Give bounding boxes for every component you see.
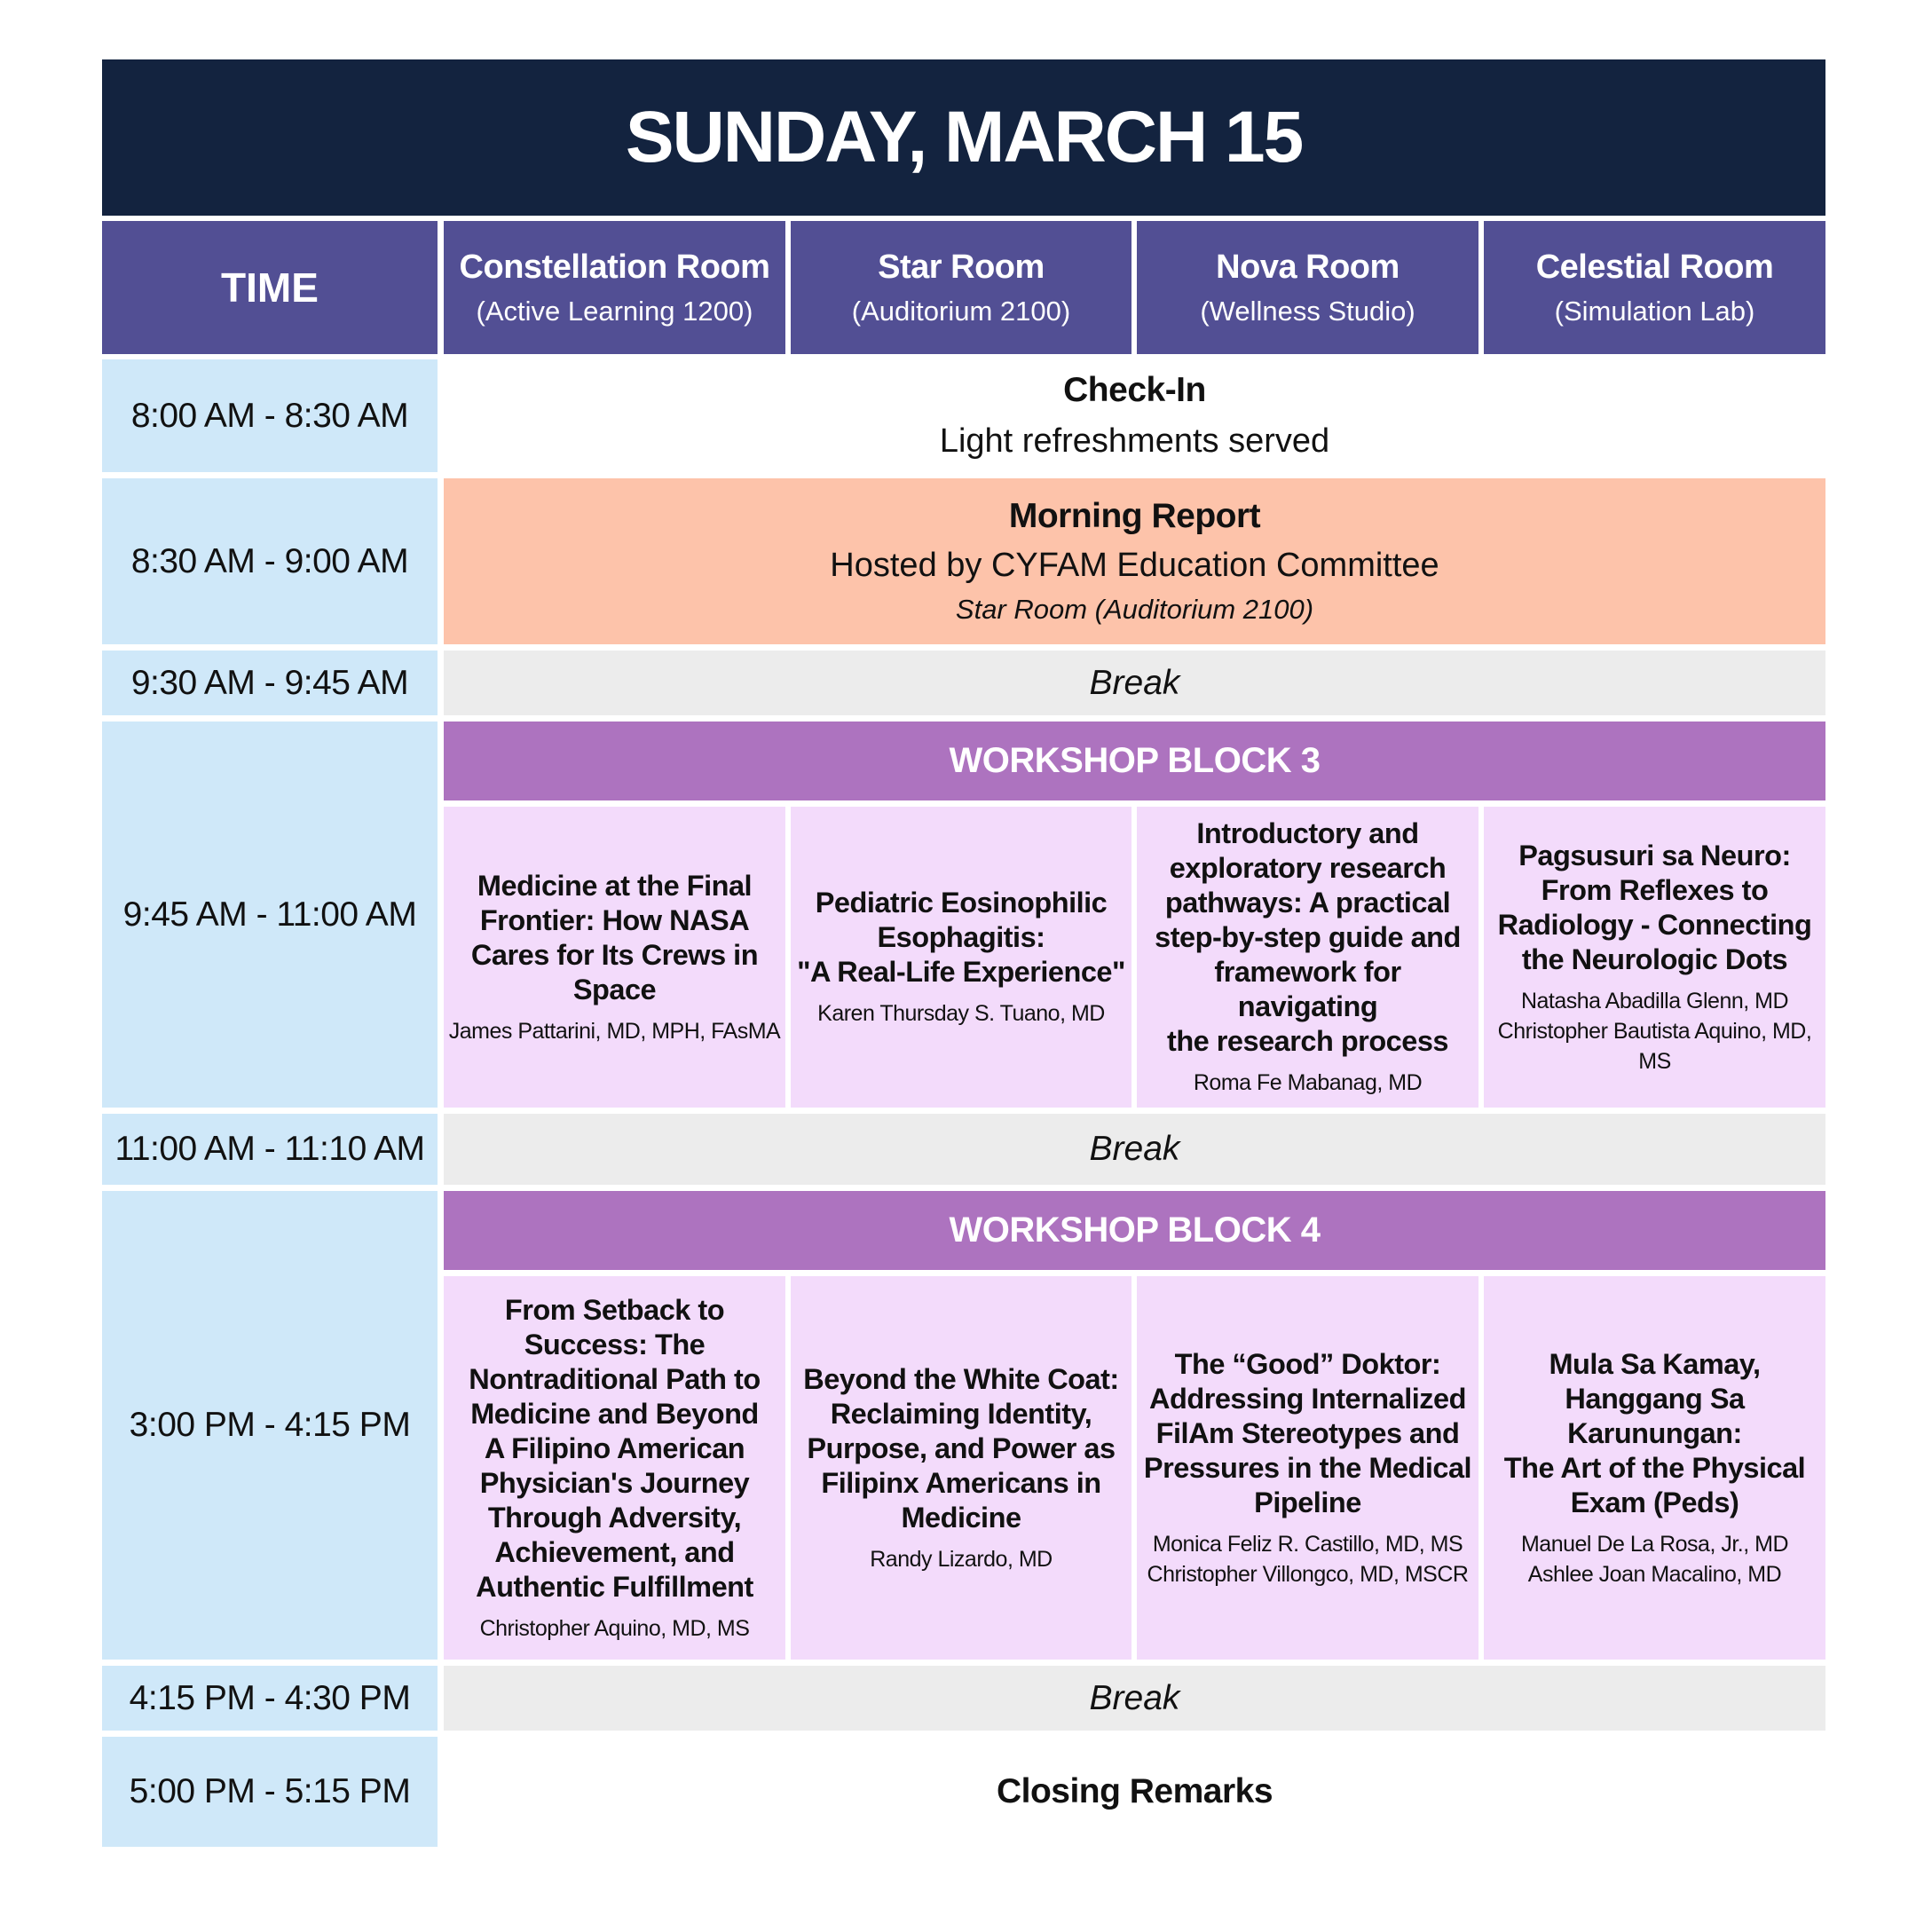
session-speakers: Christopher Aquino, MD, MS (479, 1615, 750, 1641)
event-subtitle: Hosted by CYFAM Education Committee (830, 547, 1439, 584)
room-location: (Active Learning 1200) (476, 295, 753, 327)
session-title: From Setback to Success: The Nontraditional Path to Medicine and Beyond A Filipino American Physician's Journey Through Adversity, Achievement, and Authentic Fulfillment (469, 1293, 761, 1603)
session-card (444, 1276, 785, 1660)
time-slot: 9:30 AM - 9:45 AM (102, 651, 438, 715)
session-card (1137, 1276, 1478, 1660)
event-subtitle: Light refreshments served (939, 422, 1330, 460)
session-title: Pagsusuri sa Neuro: From Reflexes to Radiology - Connecting the Neurologic Dots (1497, 839, 1812, 975)
closing-event (444, 1737, 1825, 1847)
session-speakers: Roma Fe Mabanag, MD (1193, 1070, 1423, 1095)
time-slot: 9:45 AM - 11:00 AM (102, 722, 438, 1108)
room-name: Nova Room (1216, 248, 1400, 286)
break-row: Break (444, 1114, 1825, 1185)
session-title: Mula Sa Kamay, Hanggang Sa Karunungan: The Art of the Physical Exam (Peds) (1503, 1347, 1806, 1518)
room-location: (Auditorium 2100) (851, 295, 1071, 327)
room-header-star (791, 221, 1131, 354)
session-card (444, 807, 785, 1108)
session-card (1137, 807, 1478, 1108)
session-speakers: Monica Feliz R. Castillo, MD, MS Christopher Villongco, MD, MSCR (1147, 1531, 1469, 1587)
time-column-header: TIME (102, 221, 438, 354)
room-header-celestial (1484, 221, 1825, 354)
workshop-block-4-header: WORKSHOP BLOCK 4 (444, 1191, 1825, 1270)
session-card (791, 1276, 1131, 1660)
session-title: The “Good” Doktor: Addressing Internalized FilAm Stereotypes and Pressures in the Medical Pipeline (1143, 1347, 1472, 1518)
session-speakers: Randy Lizardo, MD (870, 1546, 1053, 1572)
time-slot: 5:00 PM - 5:15 PM (102, 1737, 438, 1847)
session-speakers: Natasha Abadilla Glenn, MD Christopher Bautista Aquino, MD, MS (1497, 988, 1812, 1074)
session-card (1484, 1276, 1825, 1660)
session-speakers: James Pattarini, MD, MPH, FAsMA (448, 1018, 781, 1044)
room-header-nova (1137, 221, 1478, 354)
room-header-constellation (444, 221, 785, 354)
room-location: (Simulation Lab) (1554, 295, 1755, 327)
time-slot: 11:00 AM - 11:10 AM (102, 1114, 438, 1185)
time-slot: 8:00 AM - 8:30 AM (102, 359, 438, 472)
event-location: Star Room (Auditorium 2100) (955, 594, 1314, 625)
session-title: Pediatric Eosinophilic Esophagitis: "A Real-Life Experience" (797, 887, 1125, 988)
session-card (1484, 807, 1825, 1108)
checkin-event (444, 359, 1825, 472)
morning-report-event (444, 478, 1825, 644)
page-title: SUNDAY, MARCH 15 (102, 59, 1825, 216)
session-speakers: Karen Thursday S. Tuano, MD (817, 1001, 1105, 1026)
session-card (791, 807, 1131, 1108)
break-row: Break (444, 1666, 1825, 1731)
time-slot: 3:00 PM - 4:15 PM (102, 1191, 438, 1660)
workshop-block-3-header: WORKSHOP BLOCK 3 (444, 722, 1825, 800)
break-row: Break (444, 651, 1825, 715)
event-title: Closing Remarks (996, 1772, 1273, 1810)
session-title: Introductory and exploratory research pathways: A practical step-by-step guide and framework for navigating the research process (1155, 817, 1461, 1057)
room-name: Constellation Room (459, 248, 770, 286)
session-title: Beyond the White Coat: Reclaiming Identity, Purpose, and Power as Filipinx Americans in Medicine (803, 1362, 1119, 1534)
room-name: Star Room (878, 248, 1045, 286)
room-name: Celestial Room (1535, 248, 1774, 286)
room-location: (Wellness Studio) (1200, 295, 1415, 327)
time-slot: 8:30 AM - 9:00 AM (102, 478, 438, 644)
session-speakers: Manuel De La Rosa, Jr., MD Ashlee Joan Macalino, MD (1520, 1531, 1788, 1587)
time-slot: 4:15 PM - 4:30 PM (102, 1666, 438, 1731)
event-title: Check-In (1063, 371, 1206, 409)
event-title: Morning Report (1008, 497, 1261, 535)
session-title: Medicine at the Final Frontier: How NASA Cares for Its Crews in Space (470, 869, 759, 1005)
